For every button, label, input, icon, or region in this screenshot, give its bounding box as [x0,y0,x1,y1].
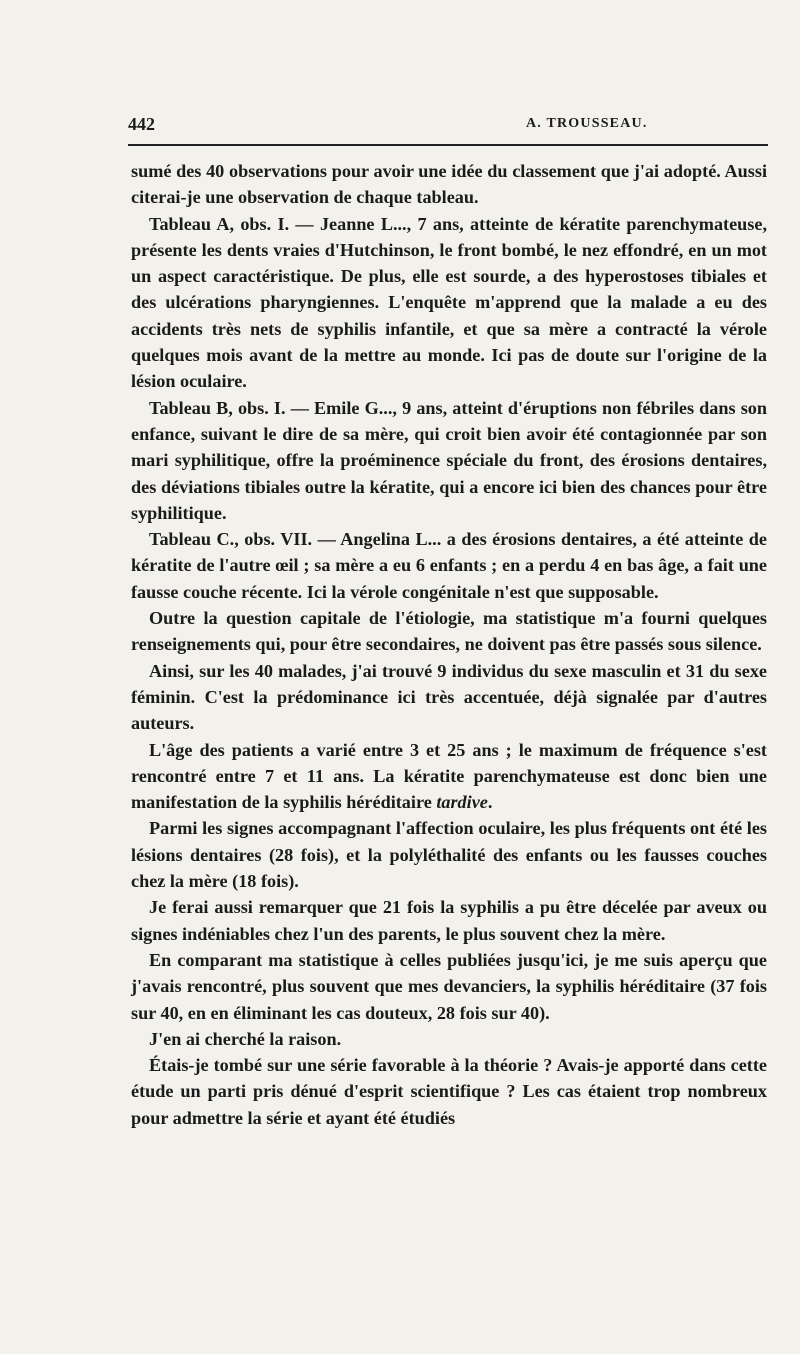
paragraph: Tableau A, obs. I. — Jeanne L..., 7 ans, atteinte de kératite parenchymateuse, présente les dents vraies d'Hutchinson, le front bombé, le nez effondré, en un mot un aspect caractéristique. De plus, elle est sourde, a des hyperostoses tibiales et des ulcérations pharyngiennes. L'enquête m'apprend que la malade a eu des accidents très nets de syphilis infantile, et que sa mère a contracté la vérole quelques mois avant de la mettre au monde. Ici pas de doute sur l'origine de la lésion oculaire. [131,213,767,392]
paragraph: J'en ai cherché la raison. [149,1028,342,1049]
paragraph: Tableau C., obs. VII. — Angelina L... a des érosions dentaires, a été atteinte de kératite de l'autre œil ; sa mère a eu 6 enfants ; en a perdu 4 en bas âge, a fait une fausse couche récente. Ici la vérole congénitale n'est que supposable. [131,529,767,602]
paragraph: Ainsi, sur les 40 malades, j'ai trouvé 9 individus du sexe masculin et 31 du sexe féminin. C'est la prédominance ici très accentuée, déjà signalée par d'autres auteurs. [131,660,767,734]
header-rule [128,144,768,146]
period: . [487,792,493,813]
paragraph: Je ferai aussi remarquer que 21 fois la syphilis a pu être décelée par aveux ou signes indéniables chez l'un des parents, le plus souvent chez la mère. [131,897,767,944]
page-header [128,114,768,138]
running-title: A. TROUSSEAU. [526,116,648,131]
paragraph: En comparant ma statistique à celles publiées jusqu'ici, je me suis aperçu que j'avais rencontré, plus souvent que mes devanciers, la syphilis héréditaire (37 fois sur 40, en en éliminant les cas douteux, 28 fois sur 40). [131,949,767,1023]
paragraph: sumé des 40 observations pour avoir une idée du classement que j'ai adopté. Aussi citerai-je une observation de chaque tableau. [131,161,767,208]
paragraph: Outre la question capitale de l'étiologie, ma statistique m'a fourni quelques renseignements qui, pour être secondaires, ne doivent pas être passés sous silence. [131,608,767,655]
emphasis-tardive: tardive [436,792,488,813]
paragraph-text: L'âge des patients a varié entre 3 et 25 ans ; le maximum de fréquence s'est rencontré entre 7 et 11 ans. La kératite parenchymateuse est donc bien une manifestation de la syphilis héréditaire [131,739,767,813]
paragraph: Tableau B, obs. I. — Emile G..., 9 ans, atteint d'éruptions non fébriles dans son enfance, suivant le dire de sa mère, qui croit bien avoir été contagionnée par son mari syphilitique, offre la proéminence spéciale du front, des érosions dentaires, des déviations tibiales outre la kératite, qui a encore ici bien des chances pour être syphilitique. [131,397,767,523]
body-text [131,158,767,1131]
paragraph [131,737,767,816]
paragraph: Étais-je tombé sur une série favorable à la théorie ? Avais-je apporté dans cette étude un parti pris dénué d'esprit scientifique ? Les cas étaient trop nombreux pour admettre la série et ayant été étudiés [131,1055,767,1128]
paragraph: Parmi les signes accompagnant l'affection oculaire, les plus fréquents ont été les lésions dentaires (28 fois), et la polyléthalité des enfants ou les fausses couches chez la mère (18 fois). [131,818,767,892]
page-number: 442 [128,114,155,134]
